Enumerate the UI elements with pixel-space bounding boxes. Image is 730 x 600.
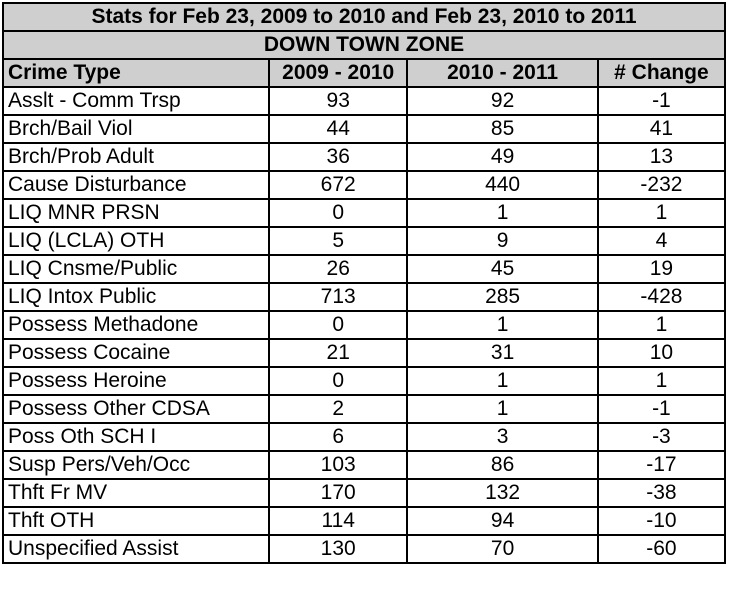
change-cell: -60 xyxy=(598,535,725,563)
count-2010-2011-cell: 440 xyxy=(407,171,597,199)
column-header-2009-2010: 2009 - 2010 xyxy=(269,59,407,87)
table-row xyxy=(3,227,725,255)
crime-type-cell: Thft OTH xyxy=(3,507,269,535)
crime-type-cell: Asslt - Comm Trsp xyxy=(3,87,269,115)
crime-type-cell: LIQ (LCLA) OTH xyxy=(3,227,269,255)
change-cell: 10 xyxy=(598,339,725,367)
change-cell: 1 xyxy=(598,311,725,339)
count-2010-2011-cell: 1 xyxy=(407,199,597,227)
column-header-change: # Change xyxy=(598,59,725,87)
change-cell: 19 xyxy=(598,255,725,283)
crime-type-cell: Brch/Prob Adult xyxy=(3,143,269,171)
count-2010-2011-cell: 9 xyxy=(407,227,597,255)
count-2010-2011-cell: 1 xyxy=(407,395,597,423)
table-row xyxy=(3,423,725,451)
crime-type-cell: Poss Oth SCH I xyxy=(3,423,269,451)
table-title: Stats for Feb 23, 2009 to 2010 and Feb 23, 2010 to 2011 xyxy=(3,3,725,31)
change-cell: 1 xyxy=(598,199,725,227)
column-header-row xyxy=(3,59,725,87)
stats-table-container xyxy=(2,2,726,564)
count-2010-2011-cell: 70 xyxy=(407,535,597,563)
crime-type-cell: Cause Disturbance xyxy=(3,171,269,199)
crime-type-cell: LIQ MNR PRSN xyxy=(3,199,269,227)
column-header-2010-2011: 2010 - 2011 xyxy=(407,59,597,87)
table-row xyxy=(3,479,725,507)
count-2009-2010-cell: 21 xyxy=(269,339,407,367)
count-2009-2010-cell: 0 xyxy=(269,199,407,227)
crime-type-cell: Unspecified Assist xyxy=(3,535,269,563)
crime-type-cell: LIQ Intox Public xyxy=(3,283,269,311)
count-2009-2010-cell: 36 xyxy=(269,143,407,171)
table-title-row xyxy=(3,3,725,31)
count-2009-2010-cell: 5 xyxy=(269,227,407,255)
zone-title: DOWN TOWN ZONE xyxy=(3,31,725,59)
change-cell: -1 xyxy=(598,87,725,115)
table-row xyxy=(3,255,725,283)
table-row xyxy=(3,535,725,563)
count-2009-2010-cell: 103 xyxy=(269,451,407,479)
change-cell: -17 xyxy=(598,451,725,479)
table-row xyxy=(3,115,725,143)
count-2010-2011-cell: 49 xyxy=(407,143,597,171)
count-2010-2011-cell: 31 xyxy=(407,339,597,367)
table-row xyxy=(3,395,725,423)
count-2010-2011-cell: 85 xyxy=(407,115,597,143)
crime-stats-table xyxy=(2,2,726,564)
count-2009-2010-cell: 6 xyxy=(269,423,407,451)
count-2010-2011-cell: 86 xyxy=(407,451,597,479)
count-2010-2011-cell: 94 xyxy=(407,507,597,535)
table-row xyxy=(3,311,725,339)
change-cell: -1 xyxy=(598,395,725,423)
column-header-crime-type: Crime Type xyxy=(3,59,269,87)
count-2010-2011-cell: 3 xyxy=(407,423,597,451)
count-2010-2011-cell: 132 xyxy=(407,479,597,507)
count-2009-2010-cell: 2 xyxy=(269,395,407,423)
count-2009-2010-cell: 93 xyxy=(269,87,407,115)
change-cell: 1 xyxy=(598,367,725,395)
count-2009-2010-cell: 130 xyxy=(269,535,407,563)
table-row xyxy=(3,283,725,311)
table-row xyxy=(3,507,725,535)
count-2010-2011-cell: 1 xyxy=(407,367,597,395)
crime-type-cell: LIQ Cnsme/Public xyxy=(3,255,269,283)
table-row xyxy=(3,451,725,479)
table-row xyxy=(3,339,725,367)
crime-type-cell: Possess Other CDSA xyxy=(3,395,269,423)
count-2010-2011-cell: 45 xyxy=(407,255,597,283)
change-cell: -10 xyxy=(598,507,725,535)
crime-type-cell: Possess Heroine xyxy=(3,367,269,395)
table-row xyxy=(3,199,725,227)
crime-type-cell: Brch/Bail Viol xyxy=(3,115,269,143)
count-2009-2010-cell: 0 xyxy=(269,367,407,395)
change-cell: 4 xyxy=(598,227,725,255)
count-2009-2010-cell: 713 xyxy=(269,283,407,311)
change-cell: -428 xyxy=(598,283,725,311)
crime-type-cell: Susp Pers/Veh/Occ xyxy=(3,451,269,479)
crime-type-cell: Possess Cocaine xyxy=(3,339,269,367)
table-row xyxy=(3,171,725,199)
count-2009-2010-cell: 0 xyxy=(269,311,407,339)
table-body xyxy=(3,87,725,563)
change-cell: 13 xyxy=(598,143,725,171)
count-2010-2011-cell: 1 xyxy=(407,311,597,339)
zone-row xyxy=(3,31,725,59)
change-cell: -3 xyxy=(598,423,725,451)
table-row xyxy=(3,367,725,395)
count-2009-2010-cell: 170 xyxy=(269,479,407,507)
count-2009-2010-cell: 114 xyxy=(269,507,407,535)
table-row xyxy=(3,143,725,171)
count-2010-2011-cell: 285 xyxy=(407,283,597,311)
count-2009-2010-cell: 26 xyxy=(269,255,407,283)
count-2009-2010-cell: 44 xyxy=(269,115,407,143)
change-cell: -38 xyxy=(598,479,725,507)
table-row xyxy=(3,87,725,115)
change-cell: 41 xyxy=(598,115,725,143)
crime-type-cell: Thft Fr MV xyxy=(3,479,269,507)
crime-type-cell: Possess Methadone xyxy=(3,311,269,339)
count-2009-2010-cell: 672 xyxy=(269,171,407,199)
count-2010-2011-cell: 92 xyxy=(407,87,597,115)
change-cell: -232 xyxy=(598,171,725,199)
